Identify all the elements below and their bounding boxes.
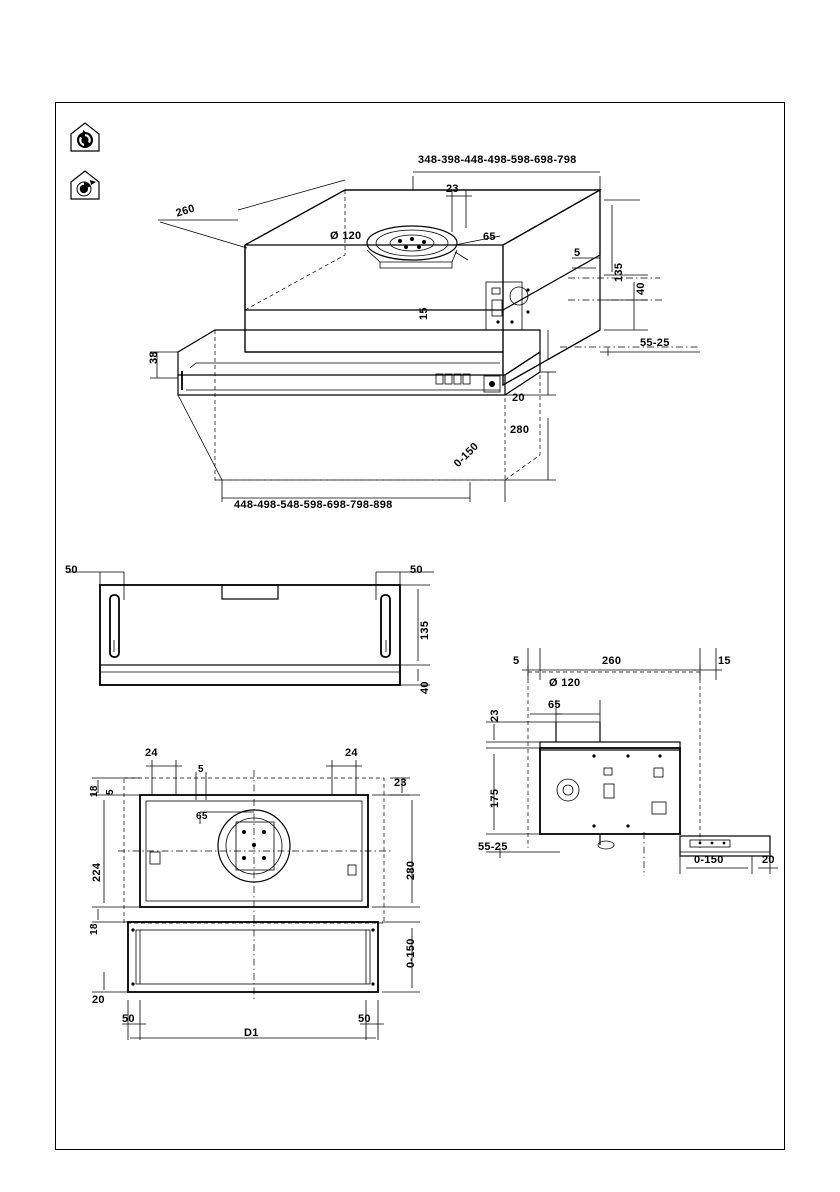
top-dim-width-symbol: D1 [244, 1027, 259, 1039]
top-dim-right-bracket-24: 24 [345, 747, 358, 759]
front-view-body [66, 572, 434, 685]
dim-slide-front-15: 15 [418, 307, 430, 320]
top-dim-rear-edge-18: 18 [89, 785, 100, 797]
front-dim-skirt-40: 40 [419, 681, 431, 694]
side-dim-duct-offset-side-65: 65 [548, 699, 561, 711]
top-dim-small-5: 5 [105, 789, 116, 795]
top-dim-left-inset-50: 50 [122, 1013, 135, 1025]
top-dim-right-inset-50: 50 [358, 1013, 371, 1025]
dim-body-height-135: 135 [613, 262, 625, 282]
front-dim-left-50: 50 [65, 564, 78, 576]
side-dim-rear-clearance-15: 15 [718, 655, 731, 667]
side-dim-depth-260: 260 [602, 655, 622, 667]
dim-duct-offset-rear-23: 23 [446, 183, 459, 195]
top-dim-front-edge-18: 18 [89, 923, 100, 935]
side-dim-drop-range-0-150: 0-150 [694, 854, 724, 866]
dim-duct-offset-side-65: 65 [483, 231, 496, 243]
side-view-body [486, 648, 778, 876]
side-dim-body-height-175: 175 [489, 788, 501, 808]
top-dim-total-depth-280: 280 [405, 860, 417, 880]
side-dim-duct-offset-rear-23: 23 [489, 709, 501, 722]
dim-depth-260: 260 [174, 202, 197, 220]
top-view-body [89, 760, 420, 1040]
side-dim-mount-range-55-25: 55-25 [478, 841, 508, 853]
side-dim-duct-diameter: Ø 120 [549, 677, 581, 689]
top-dim-duct-offset-side-65: 65 [196, 811, 208, 822]
dim-front-panel-38: 38 [148, 351, 160, 364]
top-dim-left-bracket-24: 24 [145, 747, 158, 759]
dim-mount-range-55-25: 55-25 [640, 337, 670, 349]
dim-total-depth-280: 280 [510, 424, 530, 436]
dim-drop-range-0-150: 0-150 [451, 440, 482, 470]
top-dim-pullout-20: 20 [92, 994, 105, 1006]
top-dim-body-depth-224: 224 [91, 862, 103, 882]
dim-front-width-options: 448-498-548-598-698-798-898 [234, 499, 393, 511]
side-dim-front-offset-5: 5 [513, 655, 520, 667]
dim-skirt-40: 40 [635, 282, 647, 295]
front-dim-right-50: 50 [410, 564, 423, 576]
top-dim-centre-offset-5: 5 [198, 764, 204, 775]
dim-top-width-options: 348-398-448-498-598-698-798 [418, 154, 577, 166]
side-dim-pullout-20: 20 [762, 854, 775, 866]
dim-front-offset-5: 5 [574, 247, 581, 259]
front-dim-height-135: 135 [419, 620, 431, 640]
dim-duct-diameter: Ø 120 [330, 230, 362, 242]
top-dim-duct-offset-rear-23: 23 [394, 777, 407, 789]
dim-pullout-20: 20 [512, 392, 525, 404]
top-dim-drop-range-0-150: 0-150 [405, 938, 417, 968]
isometric-body [150, 172, 700, 502]
